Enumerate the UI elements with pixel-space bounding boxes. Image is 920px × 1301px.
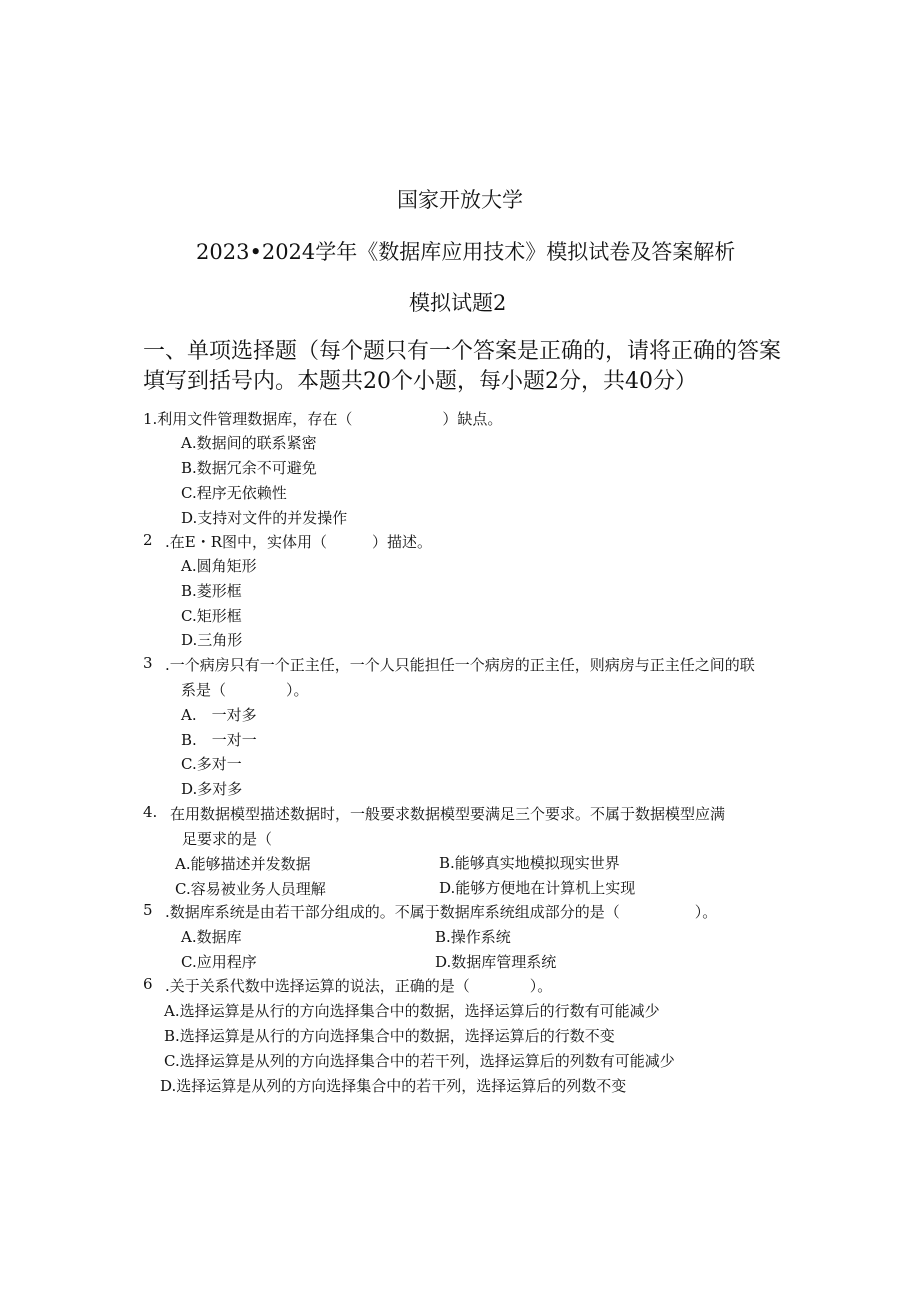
question-6-option-a: A.选择运算是从行的方向选择集合中的数据，选择运算后的行数有可能减少 (164, 1002, 660, 1020)
paper-title: 模拟试题2 (409, 291, 507, 315)
question-3-option-d: D.多对多 (181, 780, 243, 798)
question-6-stem: .关于关系代数中选择运算的说法，正确的是（ ）。 (165, 977, 553, 995)
question-5-option-b: B.操作系统 (435, 928, 511, 946)
question-3-stem: .一个病房只有一个正主任，一个人只能担任一个病房的正主任，则病房与正主任之间的联 (165, 656, 755, 674)
question-5-option-d: D.数据库管理系统 (435, 953, 557, 971)
question-5-number: 5 (143, 901, 153, 919)
question-3-stem-continued: 系是（ ）。 (181, 681, 309, 699)
question-1-option-d: D.支持对文件的并发操作 (181, 509, 348, 527)
question-1-option-c: C.程序无依赖性 (181, 484, 287, 502)
question-5-option-c: C.应用程序 (181, 953, 257, 971)
question-1-option-b: B.数据冗余不可避免 (181, 459, 317, 477)
question-1-stem: 1.利用文件管理数据库，存在（ ）缺点。 (143, 410, 503, 428)
question-2-option-a: A.圆角矩形 (181, 557, 257, 575)
question-4-option-d: D.能够方便地在计算机上实现 (439, 879, 636, 897)
question-2-option-d: D.三角形 (181, 631, 243, 649)
question-3-option-b: B. 一对一 (181, 731, 257, 749)
question-5-stem: .数据库系统是由若干部分组成的。不属于数据库系统组成部分的是（ ）。 (165, 903, 718, 921)
question-2-option-c: C.矩形框 (181, 607, 242, 625)
question-6-option-c: C.选择运算是从列的方向选择集合中的若干列，选择运算后的列数有可能减少 (164, 1052, 675, 1070)
question-4-stem: 在用数据模型描述数据时，一般要求数据模型要满足三个要求。不属于数据模型应满 (170, 805, 726, 823)
exam-title: 2023•2024学年《数据库应用技术》模拟试卷及答案解析 (196, 240, 736, 264)
section-heading-line-2: 填写到括号内。本题共20个小题，每小题2分，共40分） (143, 369, 697, 394)
question-4-option-a: A.能够描述并发数据 (175, 855, 311, 873)
question-2-stem: .在E・R图中，实体用（ ）描述。 (165, 533, 433, 551)
question-2-option-b: B.菱形框 (181, 582, 242, 600)
question-4-option-b: B.能够真实地模拟现实世界 (439, 854, 620, 872)
question-3-option-a: A. 一对多 (181, 706, 257, 724)
question-6-option-b: B.选择运算是从行的方向选择集合中的数据，选择运算后的行数不变 (164, 1027, 615, 1045)
question-3-number: 3 (143, 654, 153, 672)
question-3-option-c: C.多对一 (181, 755, 242, 773)
section-heading-line-1: 一、单项选择题（每个题只有一个答案是正确的，请将正确的答案 (143, 339, 782, 364)
question-6-number: 6 (143, 975, 153, 993)
question-4-number: 4. (143, 803, 158, 821)
question-5-option-a: A.数据库 (181, 928, 242, 946)
question-4-option-c: C.容易被业务人员理解 (175, 880, 326, 898)
question-2-number: 2 (143, 531, 153, 549)
question-6-option-d: D.选择运算是从列的方向选择集合中的若干列，选择运算后的列数不变 (160, 1077, 627, 1095)
question-1-option-a: A.数据间的联系紧密 (181, 434, 317, 452)
university-name: 国家开放大学 (397, 188, 523, 212)
question-4-stem-continued: 足要求的是（ (182, 830, 273, 848)
